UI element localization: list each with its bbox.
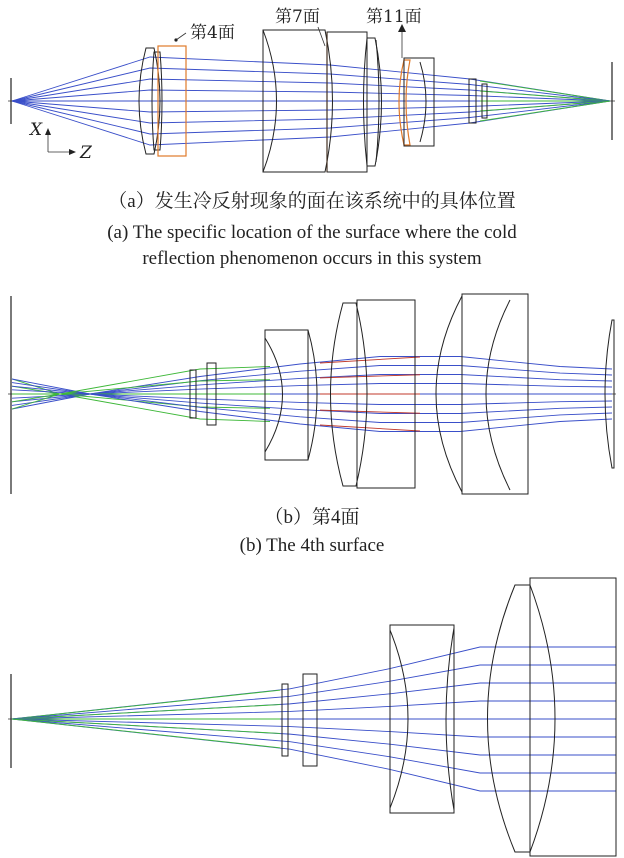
- label-surface4: 第4面: [190, 23, 235, 43]
- ray-c-blue: [12, 665, 616, 719]
- lens-a4: [327, 32, 367, 172]
- axis-z-label: Z: [80, 143, 92, 163]
- panel-b: [8, 294, 616, 556]
- lens-c1: [282, 684, 288, 756]
- axis-x-label: X: [30, 120, 43, 140]
- ray-c-blue: [12, 719, 616, 737]
- ray-c-blue: [12, 701, 616, 719]
- axis-x-arrow-icon: [45, 128, 51, 135]
- ray-c-green: [12, 719, 280, 733]
- caption-b-cn: （b）第4面: [264, 507, 360, 528]
- caption-b-en: (b) The 4th surface: [239, 535, 385, 556]
- caption-a-en-2: reflection phenomenon occurs in this system: [142, 248, 482, 269]
- lens-b3-curve2: [308, 330, 317, 460]
- ray-c-green: [12, 690, 280, 719]
- panel-a: [8, 7, 615, 269]
- ray-bundle-c: [12, 647, 616, 791]
- ray-c-green: [12, 705, 280, 719]
- ray-c-green: [12, 719, 280, 748]
- ray-a-blue: [12, 68, 610, 101]
- caption-a-cn: （a）发生冷反射现象的面在该系统中的具体位置: [108, 191, 516, 212]
- ray-a-blue: [12, 101, 610, 112]
- caption-a-en-1: (a) The specific location of the surface where the cold: [107, 222, 517, 243]
- lens-c5: [530, 578, 616, 856]
- ray-b-red: [320, 425, 420, 431]
- ray-a-blue: [12, 101, 610, 134]
- ray-bundle-a: [12, 57, 610, 145]
- leader-surface4: [176, 33, 186, 40]
- leader-dot-surface4: [174, 38, 177, 41]
- panel-c: [8, 578, 616, 856]
- ray-bundle-b: [12, 357, 612, 432]
- lens-c4: [488, 585, 556, 852]
- lens-b3-curve: [265, 338, 283, 452]
- ray-a-green: [480, 91, 610, 101]
- ray-b-red: [320, 357, 420, 363]
- axis-z-arrow-icon: [69, 149, 76, 155]
- lens-b6-curve2: [486, 300, 510, 490]
- ray-a-green: [480, 101, 610, 111]
- ray-a-blue: [12, 90, 610, 101]
- label-surface7: 第7面: [275, 7, 320, 27]
- lens-b4: [331, 303, 368, 486]
- ray-c-blue: [12, 719, 616, 773]
- label-surface11: 第11面: [366, 7, 422, 27]
